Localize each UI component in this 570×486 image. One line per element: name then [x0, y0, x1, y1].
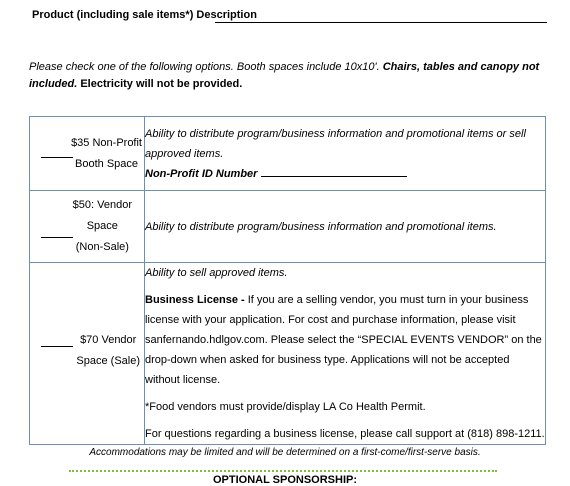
option-label-line: Space: [86, 220, 118, 232]
option-label-vendor-nonsale: [73, 195, 132, 258]
option-desc-nonprofit: Ability to distribute program/business information and promotional items or sell approved items.: [145, 127, 526, 160]
booth-instructions: [29, 59, 549, 93]
instructions-not-included: Chairs, tables and canopy not included.: [29, 61, 540, 90]
nonprofit-id-blank[interactable]: [261, 166, 407, 177]
product-description-blank[interactable]: [215, 22, 547, 23]
option-desc-cell: [145, 117, 546, 191]
business-license-note: [145, 290, 545, 390]
option-label-cell: [30, 263, 145, 445]
section-divider: [69, 470, 497, 472]
option-label-vendor-sale: [76, 330, 140, 372]
option-label-nonprofit: [71, 133, 142, 175]
business-license-text: If you are a selling vendor, you must turn in your business license with your application. For cost and purchase information, please visit sanfernando.hdlgov.com. Please select the “SPECIAL EVENTS VENDOR” on the drop-down when asked for business type. Applications will not be accepted without license.: [145, 294, 542, 386]
option-row-nonprofit: [30, 117, 546, 191]
option-row-vendor-sale: [30, 263, 546, 445]
nonprofit-id-field[interactable]: [145, 164, 545, 184]
option-label-cell: [30, 191, 145, 263]
option-label-line: (Non-Sale): [75, 241, 129, 253]
option-label-line: Space (Sale): [76, 355, 140, 367]
booth-options-table: [29, 116, 546, 445]
option-desc-cell: [145, 263, 546, 445]
nonprofit-id-label: Non-Profit ID Number: [145, 167, 258, 180]
option-row-vendor-nonsale: [30, 191, 546, 263]
vendor-sale-checkbox-blank[interactable]: [41, 346, 73, 347]
sponsorship-heading: OPTIONAL SPONSORSHIP:: [212, 474, 358, 486]
instructions-electricity: Electricity will not be provided.: [77, 78, 243, 90]
option-desc-cell: [145, 191, 546, 263]
option-label-cell: [30, 117, 145, 191]
nonprofit-checkbox-blank[interactable]: [41, 157, 73, 158]
option-label-line: $35 Non-Profit: [71, 137, 142, 149]
product-description-label: Product (including sale items*) Description: [32, 9, 257, 21]
option-label-line: $70 Vendor: [80, 334, 137, 346]
option-desc-vendor-nonsale: Ability to distribute program/business information and promotional items.: [145, 220, 497, 233]
option-label-line: Booth Space: [75, 158, 139, 170]
instructions-text: Please check one of the following options. Booth spaces include 10x10'.: [29, 61, 383, 73]
product-description-field[interactable]: [32, 9, 547, 25]
business-license-heading: Business License -: [145, 294, 245, 306]
license-questions-note: For questions regarding a business license, please call support at (818) 898-1211.: [145, 428, 545, 440]
food-vendor-note: *Food vendors must provide/display LA Co Health Permit.: [145, 401, 426, 413]
accommodations-note: Accommodations may be limited and will be determined on a first-come/first-serve basis.: [89, 447, 481, 458]
vendor-nonsale-checkbox-blank[interactable]: [41, 237, 73, 238]
option-label-line: $50: Vendor: [72, 199, 132, 211]
option-desc-vendor-sale: Ability to sell approved items.: [145, 267, 288, 279]
